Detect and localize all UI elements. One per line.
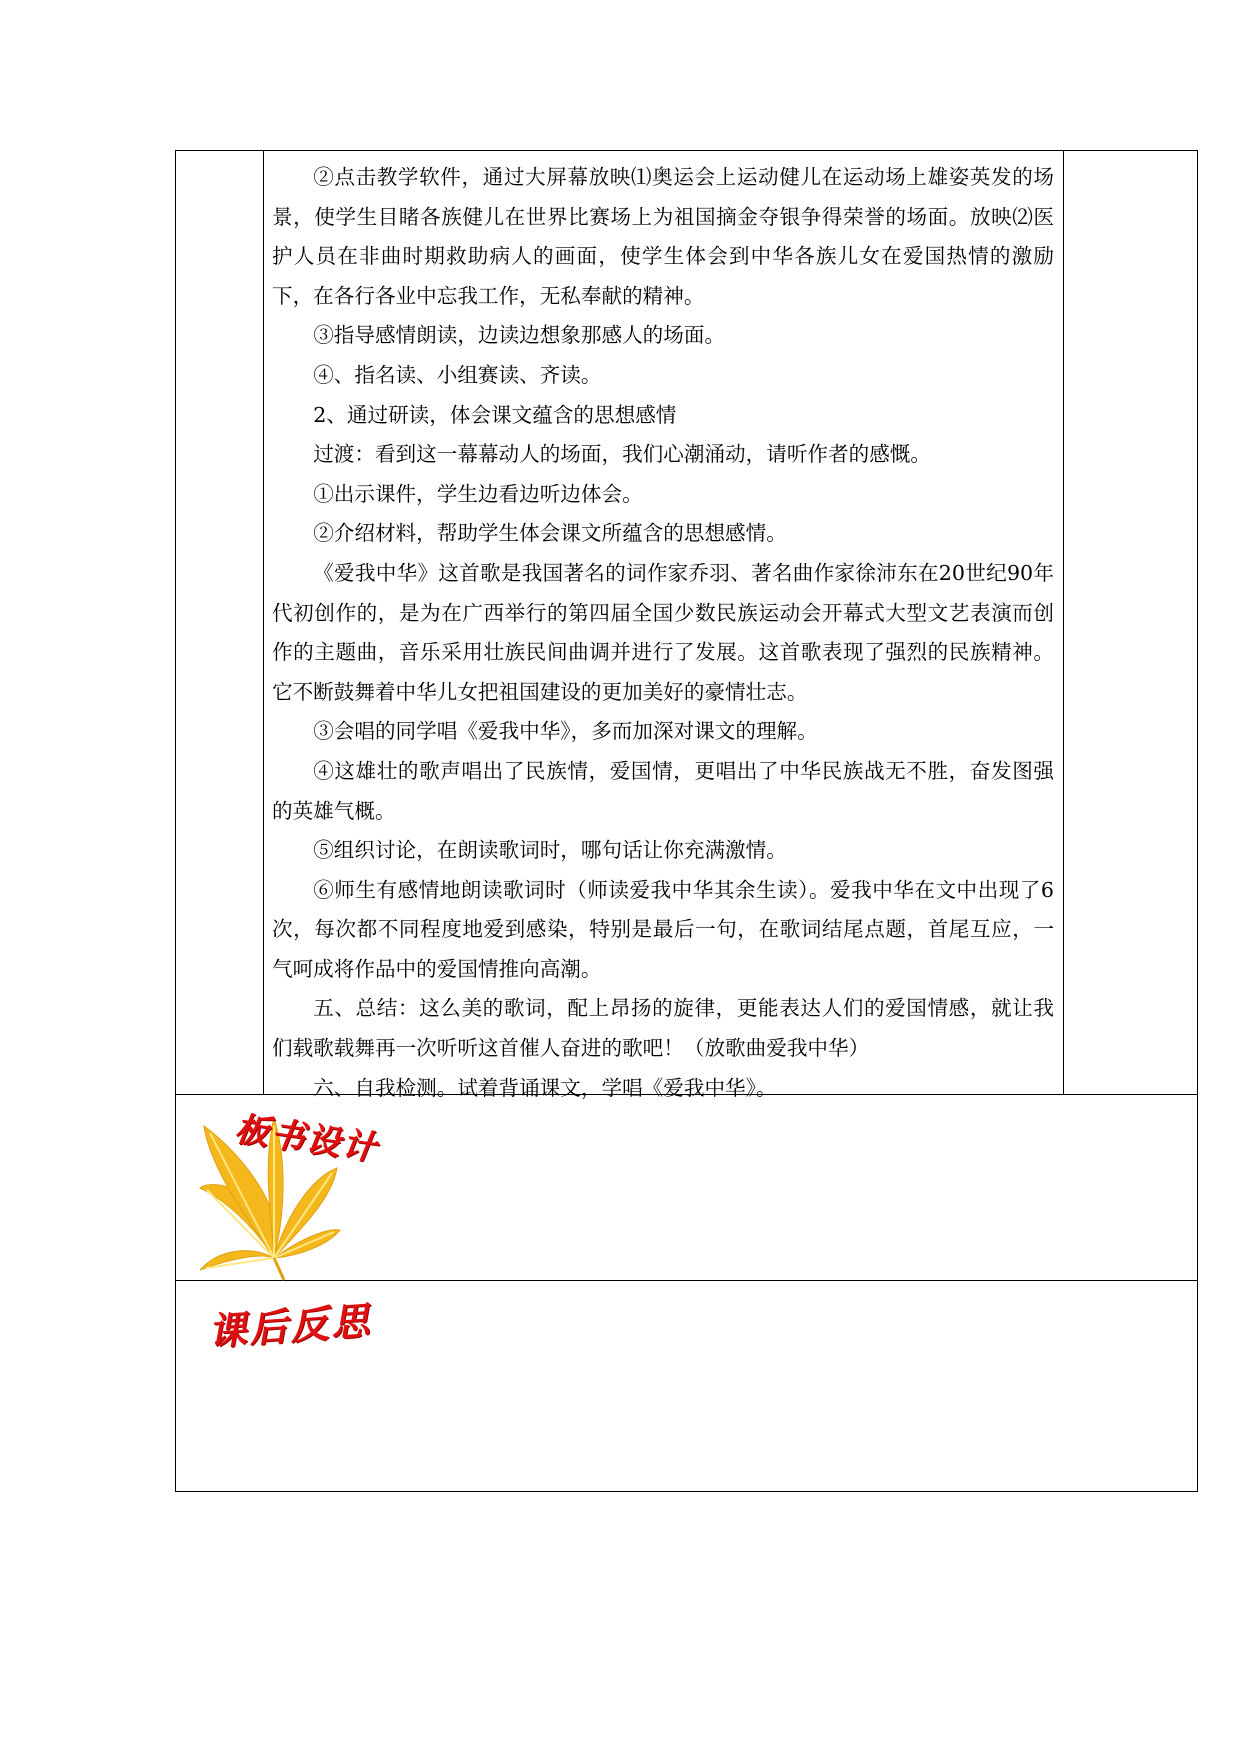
paragraph: ②点击教学软件，通过大屏幕放映⑴奥运会上运动健儿在运动场上雄姿英发的场景，使学生目睹各族健儿在世界比赛场上为祖国摘金夺银争得荣誉的场面。放映⑵医护人员在非曲时期救助病人的画面，使学生体会到中华各族儿女在爱国热情的激励下，在各行各业中忘我工作，无私奉献的精神。 [272,165,1054,308]
paragraph: ④、指名读、小组赛读、齐读。 [313,362,602,387]
paragraph: 六、自我检测。试着背诵课文，学唱《爱我中华》。 [313,1075,777,1100]
lesson-body [272,158,1054,1108]
reflection-text: 课后反思 [206,1297,374,1354]
paragraph: ⑥师生有感情地朗读歌词时（师读爱我中华其余生读）。爱我中华在文中出现了6次，每次都不同程度地爱到感染，特别是最后一句，在歌词结尾点题，首尾互应，一气呵成将作品中的爱国情推向高潮。 [272,877,1054,981]
paragraph: ⑤组织讨论，在朗读歌词时，哪句话让你充满激情。 [313,838,787,863]
paragraph: ④这雄壮的歌声唱出了民族情，爱国情，更唱出了中华民族战无不胜，奋发图强的英雄气概。 [272,758,1054,823]
paragraph: 五、总结：这么美的歌词，配上昂扬的旋律，更能表达人们的爱国情感，就让我们载歌载舞再一次听听这首催人奋进的歌吧！（放歌曲爱我中华） [272,996,1054,1061]
paragraph: ③指导感情朗读，边读边想象那感人的场面。 [313,323,726,348]
paragraph: ②介绍材料，帮助学生体会课文所蕴含的思想感情。 [313,521,787,546]
table-divider-left [263,150,264,1094]
table-divider-right [1063,150,1064,1094]
board-design-text: 板书设计 [232,1109,381,1169]
paragraph: ①出示课件，学生边看边听边体会。 [313,481,643,506]
paragraph: 过渡：看到这一幕幕动人的场面，我们心潮涌动，请听作者的感慨。 [313,442,931,467]
paragraph: 2、通过研读，体会课文蕴含的思想感情 [313,402,677,427]
paragraph: 《爱我中华》这首歌是我国著名的词作家乔羽、著名曲作家徐沛东在20世纪90年代初创作的，是为在广西举行的第四届全国少数民族运动会开幕式大型文艺表演而创作的主题曲，音乐采用壮族民间曲调并进行了发展。这首歌表现了强烈的民族精神。它不断鼓舞着中华儿女把祖国建设的更加美好的豪情壮志。 [272,560,1054,704]
paragraph: ③会唱的同学唱《爱我中华》，多而加深对课文的理解。 [313,719,818,744]
